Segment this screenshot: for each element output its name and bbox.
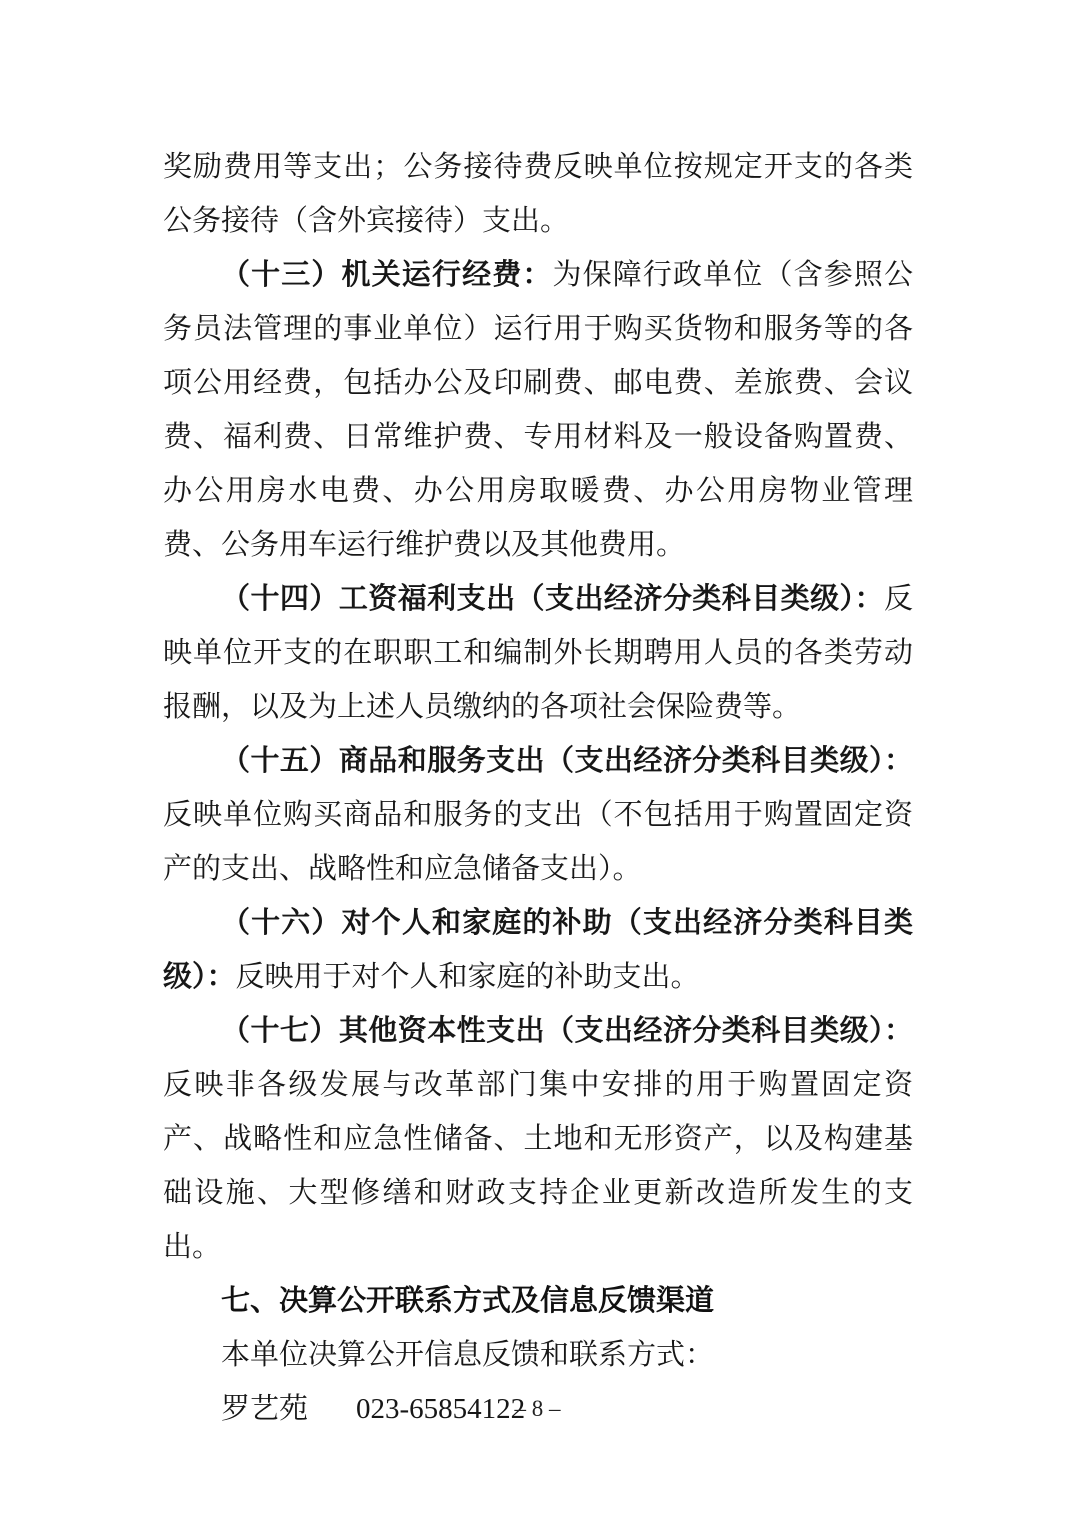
term-label: （十四）工资福利支出（支出经济分类科目类级）： [221,583,884,615]
contact-phone-number: 023-65854122 [356,1393,526,1425]
paragraph-item-15-goods-services [163,734,913,896]
contact-intro-line: 本单位决算公开信息反馈和联系方式： [221,1339,715,1371]
paragraph-item-17-capital-expenditure [163,1004,913,1274]
paragraph-item-16-subsidies [163,896,913,1004]
paragraph-item-13-operating-funds [163,248,913,572]
term-label: （十三）机关运行经费： [221,259,553,291]
term-label: （十六）对个人和家庭的补助（支出经济分类科目类级）： [163,907,913,993]
term-definition: 反映用于对个人和家庭的补助支出。 [235,961,700,993]
paragraph-reception-expense-continuation [163,140,913,248]
term-definition: 为保障行政单位（含参照公务员法管理的事业单位）运行用于购买货物和服务等的各项公用经费，包括办公及印刷费、邮电费、差旅费、会议费、福利费、日常维护费、专用材料及一般设备购置费、办公用房水电费、办公用房取暖费、办公用房物业管理费、公务用车运行维护费以及其他费用。 [163,259,913,561]
page-number: – 8 – [514,1396,561,1421]
term-label: （十五）商品和服务支出（支出经济分类科目类级）： [221,745,913,777]
term-label: （十七）其他资本性支出（支出经济分类科目类级）： [221,1015,913,1047]
contact-name: 罗艺苑 [221,1393,309,1425]
term-definition: 反映非各级发展与改革部门集中安排的用于购置固定资产、战略性和应急性储备、土地和无形资产，以及构建基础设施、大型修缮和财政支持企业更新改造所发生的支出。 [163,1069,913,1263]
term-definition: 反映单位购买商品和服务的支出（不包括用于购置固定资产的支出、战略性和应急储备支出）。 [163,799,913,885]
paragraph-item-14-wages-welfare [163,572,913,734]
term-definition: 反映单位开支的在职职工和编制外长期聘用人员的各类劳动报酬，以及为上述人员缴纳的各项社会保险费等。 [163,583,913,723]
document-body [163,140,913,1436]
paragraph-text: 奖励费用等支出；公务接待费反映单位按规定开支的各类公务接待（含外宾接待）支出。 [163,151,913,237]
section-heading-contact-channels: 七、决算公开联系方式及信息反馈渠道 [221,1285,715,1317]
